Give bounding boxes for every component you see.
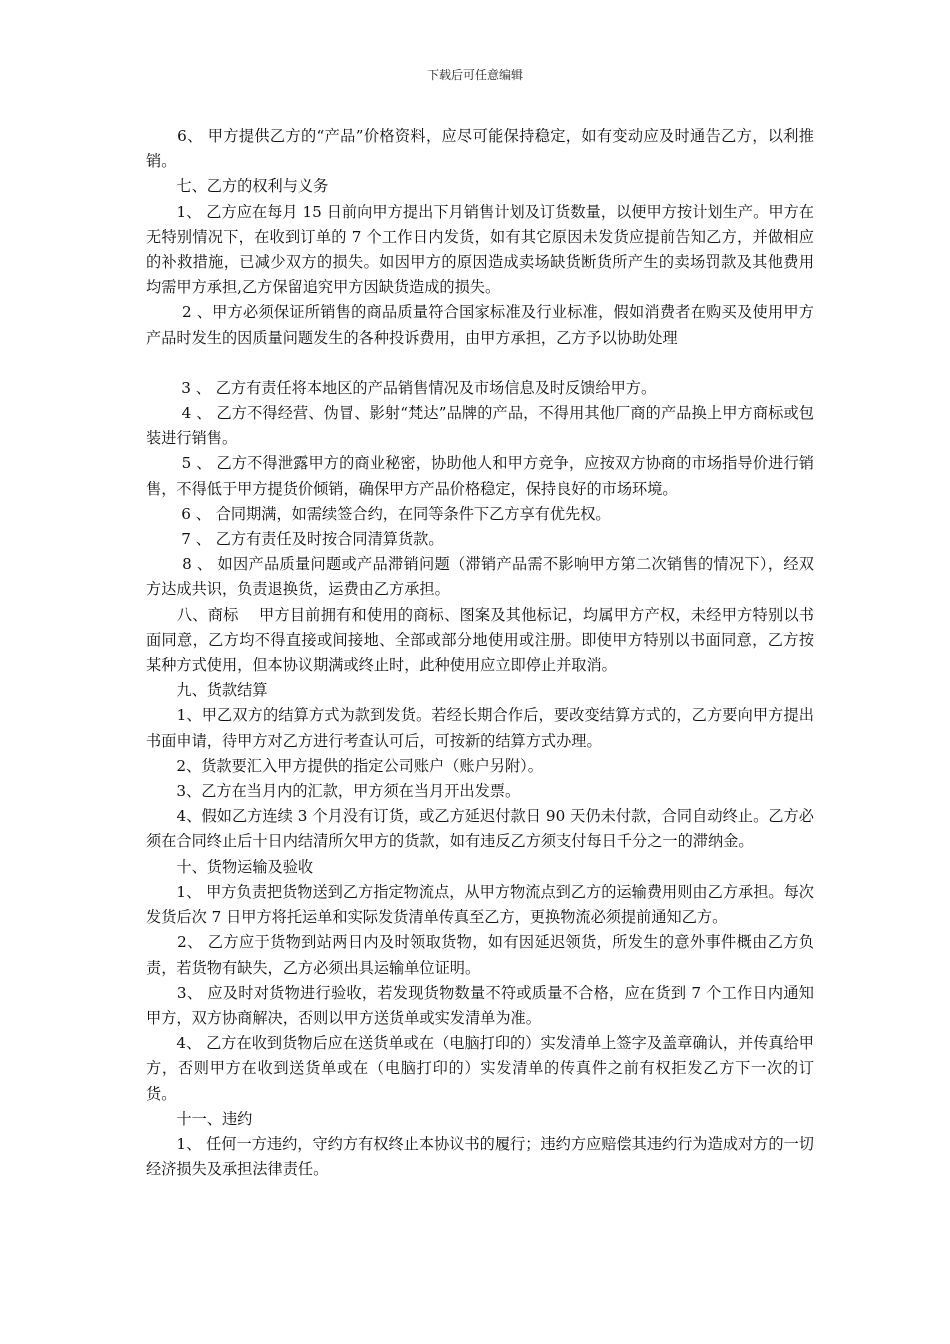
clause-7-3: 3 、 乙方有责任将本地区的产品销售情况及市场信息及时反馈给甲方。 (146, 378, 657, 397)
clause-10-3: 3、 应及时对货物进行验收，若发现货物数量不符或质量不合格，应在货到 7 个工作日内通知甲方，双方协商解决，否则以甲方送货单或实发清单为准。 (146, 983, 814, 1027)
clause-9-3: 3、乙方在当月内的汇款，甲方须在当月开出发票。 (146, 782, 521, 801)
blank-line (146, 351, 814, 376)
section-9-title: 九、货款结算 (146, 681, 268, 700)
document-body (146, 124, 814, 1182)
clause-7-4: 4 、 乙方不得经营、伪冒、影射“梵达”品牌的产品，不得用其他厂商的产品换上甲方商标或包装进行销售。 (146, 404, 814, 448)
clause-9-1: 1、甲乙双方的结算方式为款到发货。若经长期合作后，要改变结算方式的，乙方要向甲方提出书面申请，待甲方对乙方进行考查认可后，可按新的结算方式办理。 (146, 706, 814, 750)
paragraph-6-price-info: 6、 甲方提供乙方的“产品”价格资料，应尽可能保持稳定，如有变动应及时通告乙方，以利推销。 (146, 127, 814, 171)
clause-10-1: 1、 甲方负责把货物送到乙方指定物流点，从甲方物流点到乙方的运输费用则由乙方承担。每次发货后次 7 日甲方将托运单和实际发货清单传真至乙方，更换物流必须提前通知乙方。 (146, 882, 814, 927)
clause-10-2: 2、 乙方应于货物到站两日内及时领取货物，如有因延迟领货，所发生的意外事件概由乙方负责，若货物有缺失，乙方必须出具运输单位证明。 (146, 933, 814, 977)
section-8-trademark: 八、商标 甲方目前拥有和使用的商标、图案及其他标记，均属甲方产权，未经甲方特别以书面同意，乙方均不得直接或间接地、全部或部分地使用或注册。即使甲方特别以书面同意，乙方按某种方式使用，但本协议期满或终止时，此种使用应立即停止并取消。 (146, 605, 814, 675)
clause-7-8: 8 、 如因产品质量问题或产品滞销问题（滞销产品需不影响甲方第二次销售的情况下），经双方达成共识，负责退换货，运费由乙方承担。 (146, 555, 814, 599)
page-header: 下载后可任意编辑 (426, 68, 523, 82)
clause-7-6: 6 、 合同期满，如需续签合约，在同等条件下乙方享有优先权。 (146, 504, 611, 523)
section-7-title: 七、乙方的权利与义务 (146, 177, 329, 196)
clause-7-7: 7 、 乙方有责任及时按合同清算货款。 (146, 530, 444, 549)
clause-7-2: 2 、甲方必须保证所销售的商品质量符合国家标准及行业标准，假如消费者在购买及使用甲方产品时发生的因质量问题发生的各种投诉费用，由甲方承担，乙方予以协助处理 (146, 303, 814, 347)
clause-9-2: 2、货款要汇入甲方提供的指定公司账户（账户另附）。 (146, 756, 543, 775)
section-10-title: 十、货物运输及验收 (146, 857, 314, 876)
clause-10-4: 4、 乙方在收到货物后应在送货单或在（电脑打印的）实发清单上签字及盖章确认，并传真给甲方，否则甲方在收到送货单或在（电脑打印的）实发清单的传真件之前有权拒发乙方下一次的订货。 (146, 1034, 814, 1103)
clause-11-1: 1、 任何一方违约，守约方有权终止本协议书的履行；违约方应赔偿其违约行为造成对方的一切经济损失及承担法律责任。 (146, 1134, 814, 1179)
clause-7-1: 1、 乙方应在每月 15 日前向甲方提出下月销售计划及订货数量，以便甲方按计划生产。甲方在无特别情况下，在收到订单的 7 个工作日内发货，如有其它原因未发货应提前告知乙方，并做相应的补救措施，已减少双方的损失。如因甲方的原因造成卖场缺货断货所产生的卖场罚款及其他费用均需甲方承担,乙方保留追究甲方因缺货造成的损失。 (146, 202, 814, 297)
clause-7-5: 5 、 乙方不得泄露甲方的商业秘密，协助他人和甲方竞争，应按双方协商的市场指导价进行销售，不得低于甲方提货价倾销，确保甲方产品价格稳定，保持良好的市场环境。 (146, 454, 814, 498)
clause-9-4: 4、假如乙方连续 3 个月没有订货，或乙方延迟付款日 90 天仍未付款，合同自动终止。乙方必须在合同终止后十日内结清所欠甲方的货款，如有违反乙方须支付每日千分之一的滞纳金。 (146, 807, 814, 851)
section-11-title: 十一、违约 (146, 1109, 253, 1128)
